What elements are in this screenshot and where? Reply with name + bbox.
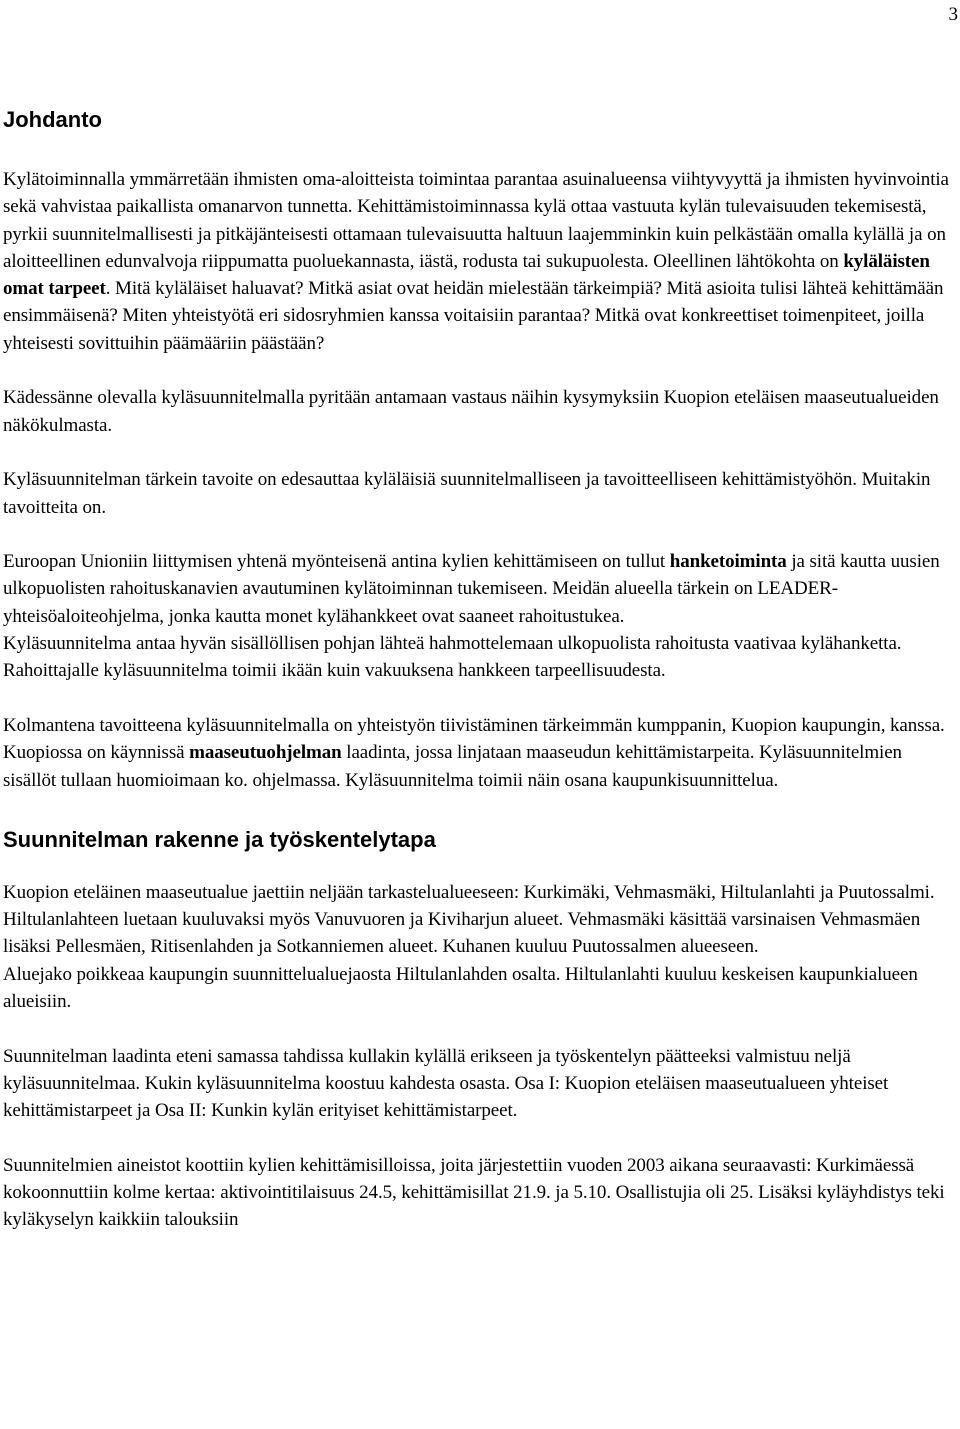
paragraph-eu-text-2: ja sitä kautta uusien ulkopuolisten rahoituskanavien avautuminen kylätoiminnan tukemiseen. Meidän alueella tärkein on LEADER-yhteisöaloiteohjelma, jonka kautta monet kylähankkeet ovat saaneet rahoitustukea.	[3, 551, 940, 627]
paragraph-purpose: Kädessänne olevalla kyläsuunnitelmalla pyritään antamaan vastaus näihin kysymyksiin Kuopion eteläisen maaseutualueiden näkökulmasta.	[3, 387, 939, 436]
paragraph-intro	[3, 166, 955, 357]
page-number: 3	[948, 4, 958, 25]
heading-rakenne: Suunnitelman rakenne ja työskentelytapa	[3, 826, 436, 852]
paragraph-intro-text-1: Kylätoiminnalla ymmärretään ihmisten oma-aloitteista toimintaa parantaa asuinalueensa viihtyvyyttä ja ihmisten hyvinvointia sekä vahvistaa paikallista omanarvon tunnetta. Kehittämistoiminnassa kylä ottaa vastuuta kylän tulevaisuuden tekemisestä, pyrkii suunnitelmallisesti ja pitkäjänteisesti ottamaan tulevaisuutta haltuun laajemminkin kuin pelkästään omalla kylällä ja on aloitteellinen edunvalvoja riippumatta puoluekannasta, iästä, rodusta tai sukupuolesta. Oleellinen lähtökohta on	[3, 169, 949, 272]
paragraph-eu-text-1: Euroopan Unioniin liittymisen yhtenä myönteisenä antina kylien kehittämiseen on tullut	[3, 551, 670, 573]
paragraph-cooperation-text-1: Kolmantena tavoitteena kyläsuunnitelmalla on yhteistyön tiivistäminen tärkeimmän kumppanin, Kuopion kaupungin, kanssa. Kuopiossa on käynnissä	[3, 714, 945, 764]
paragraph-eu-projects	[3, 548, 955, 630]
paragraph-cooperation	[3, 712, 955, 794]
emphasis-kylalaisten-tarpeet: kyläläisten omat tarpeet	[3, 250, 930, 300]
emphasis-hanketoiminta: hanketoiminta	[669, 551, 787, 573]
paragraph-cooperation-text-2: laadinta, jossa linjataan maaseudun kehittämistarpeita. Kyläsuunnitelmien sisällöt tullaan huomioimaan ko. ohjelmassa. Kyläsuunnitelma toimii näin osana kaupunkisuunnittelua.	[3, 742, 902, 791]
heading-johdanto: Johdanto	[3, 107, 102, 132]
paragraph-area-division: Aluejako poikkeaa kaupungin suunnittelualuejaosta Hiltulanlahden osalta. Hiltulanlahti kuuluu keskeisen kaupunkialueen alueisiin.	[3, 963, 918, 1013]
emphasis-maaseutuohjelma: maaseutuohjelman	[189, 742, 342, 764]
paragraph-funding: Kyläsuunnitelma antaa hyvän sisällöllisen pohjan lähteä hahmottelemaan ulkopuolista rahoitusta vaativaa kylähanketta. Rahoittajalle kyläsuunnitelma toimii ikään kuin vakuuksena hankkeen tarpeellisuudesta.	[3, 633, 902, 682]
paragraph-intro-text-2: . Mitä kyläläiset haluavat? Mitkä asiat ovat heidän mielestään tärkeimpiä? Mitä asioita tulisi lähteä kehittämään ensimmäisenä? Miten yhteistyötä eri sidosryhmien kanssa voitaisiin parantaa? Mitkä ovat konkreettiset toimenpiteet, joilla yhteisesti sovittuihin päämääriin päästään?	[3, 278, 944, 354]
paragraph-materials: Suunnitelmien aineistot koottiin kylien kehittämisilloissa, joita järjestettiin vuoden 2003 aikana seuraavasti: Kurkimäessä kokoonnuttiin kolme kertaa: aktivointitilaisuus 24.5, kehittämisillat 21.9. ja 5.10. Osallistujia oli 25. Lisäksi kyläyhdistys teki kyläkyselyn kaikkiin talouksiin	[3, 1154, 945, 1231]
paragraph-process: Suunnitelman laadinta eteni samassa tahdissa kullakin kylällä erikseen ja työskentelyn päätteeksi valmistuu neljä kyläsuunnitelmaa. Kukin kyläsuunnitelma koostuu kahdesta osasta. Osa I: Kuopion eteläisen maaseutualueen yhteiset kehittämistarpeet ja Osa II: Kunkin kylän erityiset kehittämistarpeet.	[3, 1045, 889, 1122]
paragraph-main-goal: Kyläsuunnitelman tärkein tavoite on edesauttaa kyläläisiä suunnitelmalliseen ja tavoitteelliseen kehittämistyöhön. Muitakin tavoitteita on.	[3, 469, 931, 518]
paragraph-areas: Kuopion eteläinen maaseutualue jaettiin neljään tarkastelualueeseen: Kurkimäki, Vehmasmäki, Hiltulanlahti ja Puutossalmi. Hiltulanlahteen luetaan kuuluvaksi myös Vanuvuoren ja Kiviharjun alueet. Vehmasmäki käsittää varsinaisen Vehmasmäen lisäksi Pellesmäen, Ritisenlahden ja Sotkanniemen alueet. Kuhanen kuuluu Puutossalmen alueeseen.	[3, 881, 935, 958]
document-body	[3, 106, 955, 1234]
